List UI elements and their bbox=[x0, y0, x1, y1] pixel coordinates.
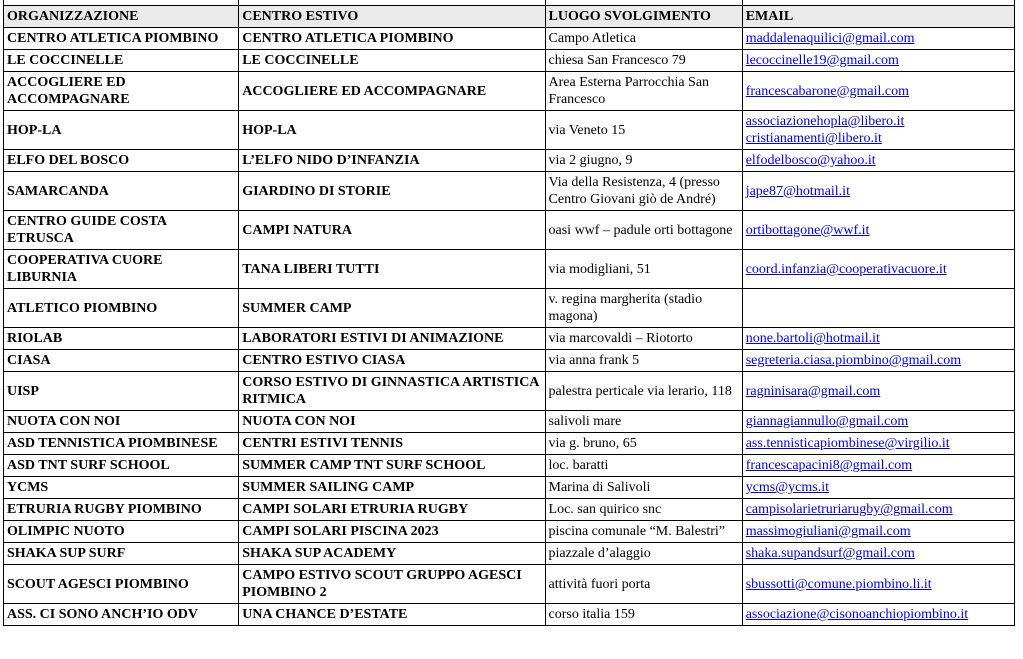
centro-estivo-cell: CENTRO ESTIVO CIASA bbox=[239, 350, 545, 372]
centro-estivo-cell: CENTRI ESTIVI TENNIS bbox=[239, 433, 545, 455]
organizzazione-cell: UISP bbox=[4, 372, 239, 411]
table-row bbox=[4, 111, 1015, 150]
email-link[interactable]: maddalenaquilici@gmail.com bbox=[745, 31, 915, 46]
table-row bbox=[4, 499, 1015, 521]
column-header-centro-estivo: CENTRO ESTIVO bbox=[239, 6, 545, 28]
table-row bbox=[4, 565, 1015, 604]
email-cell bbox=[742, 477, 1014, 499]
luogo-svolgimento-cell: Via della Resistenza, 4 (presso Centro Giovani giò de André) bbox=[545, 172, 742, 211]
table-row bbox=[4, 211, 1015, 250]
centro-estivo-cell: UNA CHANCE D’ESTATE bbox=[239, 604, 545, 626]
email-link[interactable]: associazione@cisonoanchiopiombino.it bbox=[745, 607, 969, 622]
centro-estivo-cell: CORSO ESTIVO DI GINNASTICA ARTISTICA RITMICA bbox=[239, 372, 545, 411]
table-row bbox=[4, 372, 1015, 411]
luogo-svolgimento-cell: via g. bruno, 65 bbox=[545, 433, 742, 455]
email-link[interactable]: coord.infanzia@cooperativacuore.it bbox=[745, 261, 947, 277]
email-link[interactable]: ragninisara@gmail.com bbox=[745, 383, 881, 399]
luogo-svolgimento-cell: salivoli mare bbox=[545, 411, 742, 433]
centro-estivo-cell: CAMPO ESTIVO SCOUT GRUPPO AGESCI PIOMBINO 2 bbox=[239, 565, 545, 604]
organizzazione-cell: HOP-LA bbox=[4, 111, 239, 150]
email-link[interactable]: campisolarietruriarugby@gmail.com bbox=[745, 502, 953, 517]
luogo-svolgimento-cell: piscina comunale “M. Balestri” bbox=[545, 521, 742, 543]
centro-estivo-cell: LE COCCINELLE bbox=[239, 50, 545, 72]
table-row bbox=[4, 411, 1015, 433]
luogo-svolgimento-cell: via modigliani, 51 bbox=[545, 250, 742, 289]
luogo-svolgimento-cell: Marina di Salivoli bbox=[545, 477, 742, 499]
email-link[interactable]: ycms@ycms.it bbox=[745, 480, 829, 495]
column-header-luogo-svolgimento: LUOGO SVOLGIMENTO bbox=[545, 6, 742, 28]
email-cell bbox=[742, 211, 1014, 250]
email-cell bbox=[742, 350, 1014, 372]
table-row bbox=[4, 521, 1015, 543]
luogo-svolgimento-cell: Loc. san quirico snc bbox=[545, 499, 742, 521]
table-body bbox=[4, 28, 1015, 626]
email-link[interactable]: segreteria.ciasa.piombino@gmail.com bbox=[745, 353, 962, 368]
luogo-svolgimento-cell: attività fuori porta bbox=[545, 565, 742, 604]
centro-estivo-cell: SUMMER CAMP bbox=[239, 289, 545, 328]
email-cell bbox=[742, 499, 1014, 521]
email-cell bbox=[742, 28, 1014, 50]
organizzazione-cell: SHAKA SUP SURF bbox=[4, 543, 239, 565]
table-row bbox=[4, 172, 1015, 211]
organizzazione-cell: CENTRO GUIDE COSTA ETRUSCA bbox=[4, 211, 239, 250]
email-link[interactable]: giannagiannullo@gmail.com bbox=[745, 414, 909, 429]
centro-estivo-cell: LABORATORI ESTIVI DI ANIMAZIONE bbox=[239, 328, 545, 350]
table-row bbox=[4, 604, 1015, 626]
table-row bbox=[4, 350, 1015, 372]
luogo-svolgimento-cell: loc. baratti bbox=[545, 455, 742, 477]
email-cell bbox=[742, 372, 1014, 411]
centro-estivo-cell: CAMPI SOLARI ETRURIA RUGBY bbox=[239, 499, 545, 521]
organizzazione-cell: ASD TNT SURF SCHOOL bbox=[4, 455, 239, 477]
luogo-svolgimento-cell: oasi wwf – padule orti bottagone bbox=[545, 211, 742, 250]
email-cell bbox=[742, 72, 1014, 111]
summer-camps-table bbox=[3, 0, 1015, 626]
email-cell bbox=[742, 172, 1014, 211]
luogo-svolgimento-cell: palestra perticale via lerario, 118 bbox=[545, 372, 742, 411]
table-row bbox=[4, 28, 1015, 50]
luogo-svolgimento-cell: via marcovaldi – Riotorto bbox=[545, 328, 742, 350]
organizzazione-cell: ACCOGLIERE ED ACCOMPAGNARE bbox=[4, 72, 239, 111]
organizzazione-cell: NUOTA CON NOI bbox=[4, 411, 239, 433]
table-row bbox=[4, 543, 1015, 565]
email-cell bbox=[742, 411, 1014, 433]
organizzazione-cell: ASS. CI SONO ANCH’IO ODV bbox=[4, 604, 239, 626]
table-row bbox=[4, 455, 1015, 477]
table-row bbox=[4, 328, 1015, 350]
email-cell bbox=[742, 111, 1014, 150]
email-link[interactable]: associazionehopla@libero.it bbox=[745, 114, 905, 129]
email-link[interactable]: none.bartoli@hotmail.it bbox=[745, 331, 880, 346]
table-row bbox=[4, 72, 1015, 111]
email-link[interactable]: ortibottagone@wwf.it bbox=[745, 222, 870, 238]
luogo-svolgimento-cell: via anna frank 5 bbox=[545, 350, 742, 372]
organizzazione-cell: ASD TENNISTICA PIOMBINESE bbox=[4, 433, 239, 455]
email-link[interactable]: lecoccinelle19@gmail.com bbox=[745, 53, 899, 68]
organizzazione-cell: SCOUT AGESCI PIOMBINO bbox=[4, 565, 239, 604]
luogo-svolgimento-cell: Campo Atletica bbox=[545, 28, 742, 50]
email-cell bbox=[742, 289, 1014, 328]
email-cell bbox=[742, 50, 1014, 72]
email-cell bbox=[742, 328, 1014, 350]
organizzazione-cell: CENTRO ATLETICA PIOMBINO bbox=[4, 28, 239, 50]
email-cell bbox=[742, 455, 1014, 477]
header-row bbox=[4, 6, 1015, 28]
centro-estivo-cell: CAMPI NATURA bbox=[239, 211, 545, 250]
organizzazione-cell: YCMS bbox=[4, 477, 239, 499]
luogo-svolgimento-cell: chiesa San Francesco 79 bbox=[545, 50, 742, 72]
luogo-svolgimento-cell: corso italia 159 bbox=[545, 604, 742, 626]
email-cell bbox=[742, 521, 1014, 543]
email-cell bbox=[742, 150, 1014, 172]
column-header-organizzazione: ORGANIZZAZIONE bbox=[4, 6, 239, 28]
centro-estivo-cell: ACCOGLIERE ED ACCOMPAGNARE bbox=[239, 72, 545, 111]
email-link[interactable]: shaka.supandsurf@gmail.com bbox=[745, 546, 915, 561]
email-link[interactable]: ass.tennisticapiombinese@virgilio.it bbox=[745, 436, 950, 451]
centro-estivo-cell: SHAKA SUP ACADEMY bbox=[239, 543, 545, 565]
email-link[interactable]: cristianamenti@libero.it bbox=[745, 131, 882, 146]
organizzazione-cell: OLIMPIC NUOTO bbox=[4, 521, 239, 543]
email-cell bbox=[742, 543, 1014, 565]
email-link[interactable]: elfodelbosco@yahoo.it bbox=[745, 153, 876, 168]
organizzazione-cell: ETRURIA RUGBY PIOMBINO bbox=[4, 499, 239, 521]
column-header-email: EMAIL bbox=[742, 6, 1014, 28]
organizzazione-cell: COOPERATIVA CUORE LIBURNIA bbox=[4, 250, 239, 289]
table-header bbox=[4, 0, 1015, 28]
organizzazione-cell: RIOLAB bbox=[4, 328, 239, 350]
table-row bbox=[4, 250, 1015, 289]
table-row bbox=[4, 289, 1015, 328]
centro-estivo-cell: CAMPI SOLARI PISCINA 2023 bbox=[239, 521, 545, 543]
luogo-svolgimento-cell: piazzale d’alaggio bbox=[545, 543, 742, 565]
email-link[interactable]: sbussotti@comune.piombino.li.it bbox=[745, 576, 932, 592]
table-row bbox=[4, 50, 1015, 72]
email-link[interactable]: jape87@hotmail.it bbox=[745, 183, 850, 199]
centro-estivo-cell: NUOTA CON NOI bbox=[239, 411, 545, 433]
organizzazione-cell: ATLETICO PIOMBINO bbox=[4, 289, 239, 328]
centro-estivo-cell: TANA LIBERI TUTTI bbox=[239, 250, 545, 289]
centro-estivo-cell: HOP-LA bbox=[239, 111, 545, 150]
luogo-svolgimento-cell: Area Esterna Parrocchia San Francesco bbox=[545, 72, 742, 111]
organizzazione-cell: SAMARCANDA bbox=[4, 172, 239, 211]
centro-estivo-cell: L’ELFO NIDO D’INFANZIA bbox=[239, 150, 545, 172]
email-link[interactable]: francescapacini8@gmail.com bbox=[745, 458, 913, 473]
centro-estivo-cell: SUMMER CAMP TNT SURF SCHOOL bbox=[239, 455, 545, 477]
luogo-svolgimento-cell: via Veneto 15 bbox=[545, 111, 742, 150]
centro-estivo-cell: GIARDINO DI STORIE bbox=[239, 172, 545, 211]
email-link[interactable]: francescabarone@gmail.com bbox=[745, 83, 910, 99]
table-row bbox=[4, 433, 1015, 455]
email-link[interactable]: massimogiuliani@gmail.com bbox=[745, 524, 911, 539]
organizzazione-cell: ELFO DEL BOSCO bbox=[4, 150, 239, 172]
email-cell bbox=[742, 433, 1014, 455]
email-cell bbox=[742, 565, 1014, 604]
table-row bbox=[4, 477, 1015, 499]
organizzazione-cell: LE COCCINELLE bbox=[4, 50, 239, 72]
email-cell bbox=[742, 250, 1014, 289]
luogo-svolgimento-cell: via 2 giugno, 9 bbox=[545, 150, 742, 172]
table-row bbox=[4, 150, 1015, 172]
centro-estivo-cell: SUMMER SAILING CAMP bbox=[239, 477, 545, 499]
centro-estivo-cell: CENTRO ATLETICA PIOMBINO bbox=[239, 28, 545, 50]
organizzazione-cell: CIASA bbox=[4, 350, 239, 372]
luogo-svolgimento-cell: v. regina margherita (stadio magona) bbox=[545, 289, 742, 328]
email-cell bbox=[742, 604, 1014, 626]
